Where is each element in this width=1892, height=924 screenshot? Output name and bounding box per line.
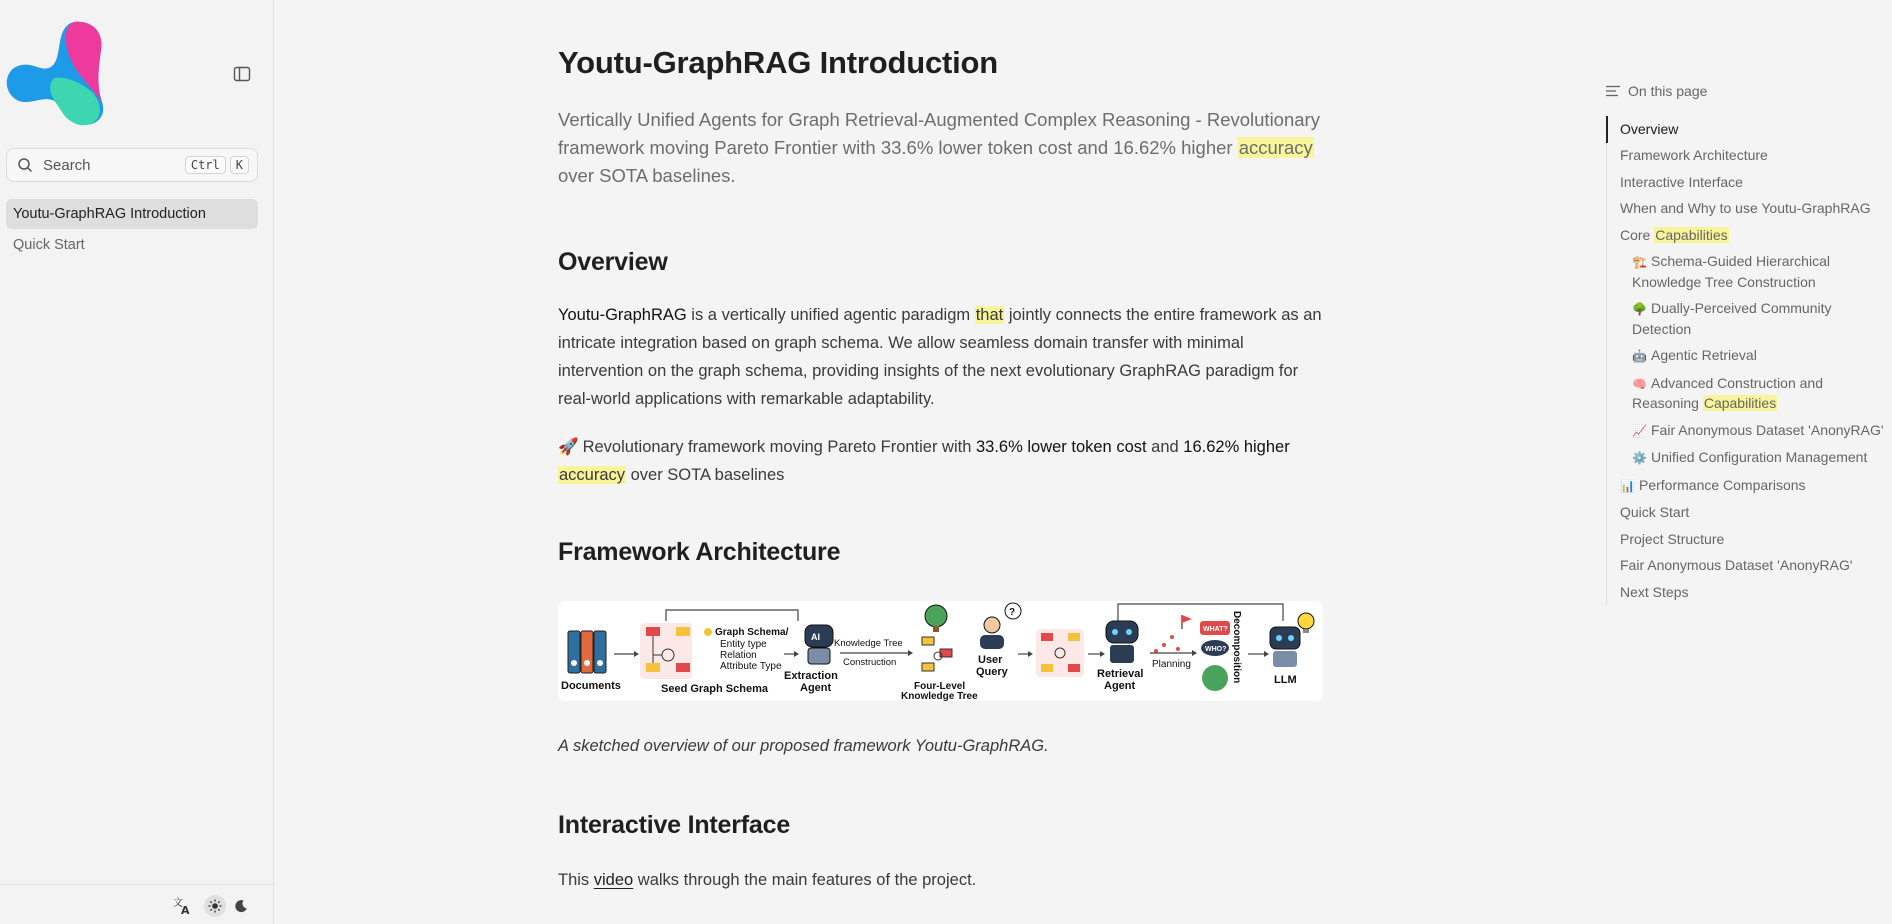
toc-item[interactable] — [1607, 579, 1892, 606]
toc-item-label: Interactive Interface — [1620, 173, 1743, 190]
label-extraction-2: Agent — [800, 682, 832, 694]
planning-graphic — [1154, 615, 1192, 653]
sidebar-nav — [6, 199, 258, 261]
logo[interactable] — [4, 18, 108, 128]
overview-strong: Youtu-GraphRAG — [558, 306, 687, 324]
toc-item-label: Overview — [1620, 120, 1679, 137]
sun-icon — [208, 899, 222, 913]
toc-item[interactable] — [1607, 169, 1892, 196]
svg-text:?: ? — [1009, 607, 1016, 618]
label-planning: Planning — [1152, 659, 1191, 670]
toc-item-label: Fair Anonymous Dataset 'AnonyRAG' — [1651, 421, 1884, 438]
p2-text-a: Revolutionary framework moving Pareto Frontier with — [578, 438, 976, 456]
shortcut-key-k: K — [230, 156, 249, 174]
toc-item-label: Quick Start — [1620, 504, 1690, 520]
video-link[interactable]: video — [593, 871, 634, 889]
toc-item-label: Schema-Guided Hierarchical Knowledge Tree Construction — [1632, 253, 1830, 290]
sidebar-toggle-icon[interactable] — [232, 64, 252, 84]
label-user-query-1: User — [978, 654, 1003, 666]
feedback-arrow — [666, 610, 798, 621]
sidebar-item-quick-start[interactable]: Quick Start — [13, 237, 85, 253]
toc-item-label: Performance Comparisons — [1639, 476, 1806, 493]
label-relation: Relation — [720, 650, 757, 661]
toc-item-icon: ⚙️ — [1632, 451, 1647, 465]
toc-item-label: When and Why to use Youtu-GraphRAG — [1620, 200, 1871, 216]
seed-schema-graphic — [640, 623, 692, 679]
svg-text:A: A — [181, 904, 190, 915]
retrieval-graph-graphic — [1036, 629, 1084, 677]
p2-strong-accuracy: 16.62% higher — [1183, 438, 1290, 456]
toc-heading-text: On this page — [1628, 83, 1708, 99]
label-extraction-1: Extraction — [784, 670, 838, 682]
documents-graphic — [568, 631, 606, 673]
llm-robot-icon — [1270, 613, 1314, 667]
heading-framework-architecture: Framework Architecture — [558, 538, 841, 566]
retrieval-agent-icon — [1106, 621, 1138, 663]
toc-item-icon: 🌳 — [1632, 302, 1647, 316]
list-icon — [1606, 85, 1620, 97]
label-ai: AI — [811, 632, 820, 642]
toc-item-label: Unified Configuration Management — [1651, 449, 1868, 465]
p2-strong-token: 33.6% lower token cost — [975, 438, 1147, 456]
interactive-text-a: This — [558, 871, 594, 889]
interactive-text-b: walks through the main features of the project. — [633, 871, 977, 889]
toc-item[interactable] — [1607, 500, 1892, 527]
label-retrieval-2: Agent — [1104, 680, 1136, 692]
shortcut-key-ctrl: Ctrl — [185, 156, 226, 174]
toc-item-icon: 🏗️ — [1632, 255, 1647, 269]
toc-item[interactable] — [1607, 417, 1892, 445]
overview-paragraph — [558, 301, 1326, 413]
user-query-icon — [980, 603, 1021, 649]
p2-highlight: accuracy — [559, 466, 626, 484]
toc-item[interactable] — [1607, 526, 1892, 553]
toc-item-highlight: Capabilities — [1703, 395, 1777, 411]
toc-item-label: Core — [1620, 226, 1655, 243]
page-subtitle — [558, 106, 1326, 190]
theme-light-button[interactable] — [204, 895, 226, 917]
toc-item[interactable] — [1607, 343, 1892, 371]
label-who: WHO? — [1205, 646, 1227, 653]
subtitle-highlight: accuracy — [1238, 137, 1313, 158]
toc-item-icon: 🧠 — [1632, 376, 1647, 391]
rocket-icon: 🚀 — [558, 438, 579, 456]
moon-icon — [234, 899, 248, 913]
search-label: Search — [43, 156, 91, 174]
label-what: WHAT? — [1203, 626, 1228, 633]
subtitle-text: Vertically Unified Agents for Graph Retrieval-Augmented Complex Reasoning - Revolutionary framework moving Pareto Frontier with 33.6% lower token cost and 16.62% higher — [558, 109, 1320, 158]
toc-item-label: Advanced Construction and Reasoning — [1632, 374, 1823, 411]
toc-item[interactable] — [1607, 296, 1892, 343]
overview-text-b: jointly connects the entire framework as an intricate integration based on graph schema. We allow seamless domain transfer with minimal intervention on the graph schema, providing insights of the next evolutionary GraphRAG paradigm for real-world applications with remarkable adaptability. — [558, 306, 1322, 408]
toc-item[interactable] — [1607, 249, 1892, 296]
toc-item-label: Next Steps — [1620, 583, 1689, 600]
interactive-paragraph — [558, 866, 1326, 894]
knowledge-tree-icon — [922, 605, 952, 671]
translate-icon[interactable] — [172, 895, 192, 915]
heading-overview: Overview — [558, 248, 668, 276]
sidebar — [0, 0, 274, 924]
overview-highlight-paragraph — [558, 433, 1326, 489]
label-documents: Documents — [561, 680, 621, 692]
extraction-agent-icon — [805, 625, 833, 664]
toc-item[interactable] — [1606, 116, 1892, 143]
page-title: Youtu-GraphRAG Introduction — [558, 45, 999, 80]
p2-text-b: and — [1146, 438, 1184, 456]
p2-text-c: over SOTA baselines — [626, 466, 785, 484]
toc-item-label: Framework Architecture — [1620, 147, 1768, 163]
overview-text-a: is a vertically unified agentic paradigm — [686, 306, 975, 324]
toc-item-label: Fair Anonymous Dataset 'AnonyRAG' — [1620, 557, 1853, 573]
label-entity-type: Entity type — [720, 639, 767, 650]
theme-toggle — [204, 894, 258, 918]
toc-item-label: Agentic Retrieval — [1651, 347, 1757, 363]
feedback-arrow-2 — [1118, 604, 1283, 621]
label-attribute-type: Attribute Type — [720, 661, 782, 672]
label-user-query-2: Query — [976, 666, 1008, 678]
toc-item-icon: 🤖 — [1632, 349, 1647, 363]
toc-item[interactable] — [1607, 222, 1892, 249]
label-four-level-2: Knowledge Tree — [901, 691, 978, 701]
label-seed-schema: Seed Graph Schema — [661, 683, 768, 695]
table-of-contents — [1606, 82, 1892, 606]
search-box[interactable] — [6, 148, 258, 182]
toc-list — [1606, 116, 1892, 606]
toc-item[interactable] — [1607, 472, 1892, 500]
toc-item[interactable] — [1607, 553, 1892, 580]
toc-item-label: Dually-Perceived Community Detection — [1632, 300, 1832, 337]
label-kt-construction-2: Construction — [843, 657, 897, 668]
label-retrieval-1: Retrieval — [1097, 668, 1144, 680]
theme-dark-button[interactable] — [230, 895, 252, 917]
decomposition-graphic — [1200, 621, 1230, 691]
toc-item[interactable] — [1607, 196, 1892, 223]
sidebar-footer — [0, 884, 274, 924]
overview-highlight: that — [975, 306, 1004, 324]
label-llm: LLM — [1274, 674, 1297, 686]
toc-item-label: Project Structure — [1620, 530, 1725, 547]
toc-item-icon: 📊 — [1620, 478, 1635, 493]
toc-item-icon: 📈 — [1632, 423, 1647, 438]
sidebar-item-introduction[interactable]: Youtu-GraphRAG Introduction — [6, 199, 258, 229]
label-decomposition: Decomposition — [1231, 611, 1242, 684]
search-icon — [17, 157, 33, 173]
svg-text:文: 文 — [173, 898, 183, 909]
diagram-caption: A sketched overview of our proposed framework Youtu-GraphRAG. — [558, 737, 1049, 755]
label-kt-construction-1: Knowledge Tree — [834, 638, 903, 649]
toc-item-highlight: Capabilities — [1655, 226, 1728, 243]
toc-item[interactable] — [1607, 143, 1892, 170]
toc-item[interactable] — [1607, 370, 1892, 417]
toc-item[interactable] — [1607, 445, 1892, 473]
framework-diagram — [558, 601, 1323, 701]
label-four-level-1: Four-Level — [914, 681, 966, 692]
label-schema-title: Graph Schema/ — [715, 627, 789, 638]
heading-interactive-interface: Interactive Interface — [558, 811, 791, 839]
toc-heading — [1606, 82, 1892, 100]
subtitle-text-end: over SOTA baselines. — [558, 165, 736, 186]
